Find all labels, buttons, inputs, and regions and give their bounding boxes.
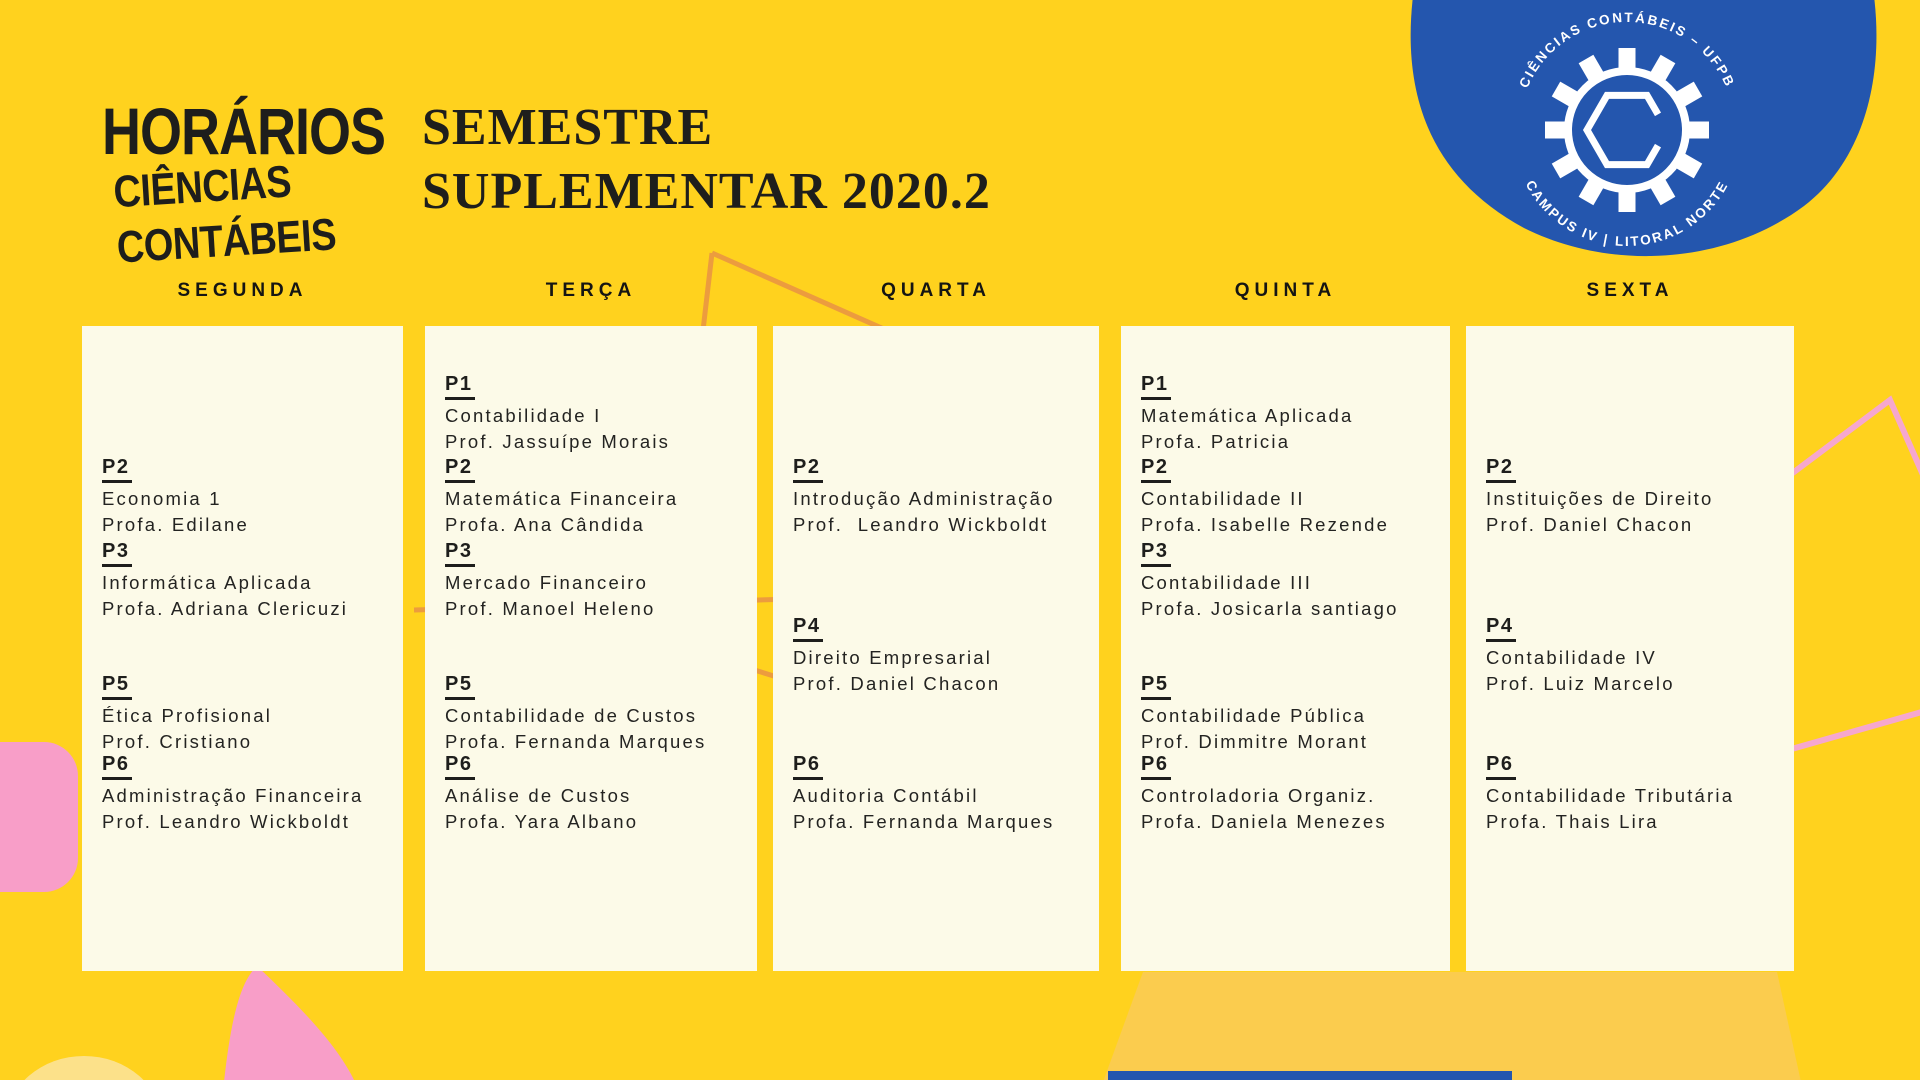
course-name: Contabilidade III: [1141, 572, 1313, 593]
teacher-name: Prof. Jassuípe Morais: [445, 431, 671, 452]
course-name: Economia 1: [102, 488, 222, 509]
schedule-entry-p1: [445, 373, 753, 455]
period-label: P2: [1486, 456, 1516, 483]
period-label: P6: [1141, 753, 1171, 780]
page-title: HORÁRIOS: [102, 95, 386, 169]
period-label: P2: [793, 456, 823, 483]
schedule-entry-p2: [793, 456, 1095, 538]
schedule-entry-p6: [102, 753, 399, 835]
period-label: P6: [793, 753, 823, 780]
period-label: P1: [1141, 373, 1171, 400]
period-label: P6: [1486, 753, 1516, 780]
course-name: Contabilidade de Custos: [445, 705, 698, 726]
schedule-entry-p6: [793, 753, 1095, 835]
teacher-name: Prof. Manoel Heleno: [445, 598, 656, 619]
teacher-name: Profa. Josicarla santiago: [1141, 598, 1399, 619]
course-title-line1: CIÊNCIAS: [112, 157, 293, 218]
period-label: P1: [445, 373, 475, 400]
teacher-name: Profa. Thais Lira: [1486, 811, 1659, 832]
teacher-name: Profa. Ana Cândida: [445, 514, 646, 535]
schedule-card: [82, 326, 403, 971]
teacher-name: Prof. Daniel Chacon: [793, 673, 1001, 694]
course-name: Contabilidade Pública: [1141, 705, 1367, 726]
period-label: P2: [1141, 456, 1171, 483]
schedule-card: [425, 326, 757, 971]
teacher-name: Prof. Dimmitre Morant: [1141, 731, 1369, 752]
teacher-name: Profa. Adriana Clericuzi: [102, 598, 349, 619]
period-label: P2: [102, 456, 132, 483]
schedule-entry-p4: [1486, 615, 1790, 697]
day-column-quinta: [1121, 280, 1450, 980]
day-column-sexta: [1466, 280, 1794, 980]
course-name: Análise de Custos: [445, 785, 632, 806]
period-label: P5: [102, 673, 132, 700]
course-name: Contabilidade II: [1141, 488, 1305, 509]
schedule-entry-p6: [1486, 753, 1790, 835]
course-title-line2: CONTÁBEIS: [115, 210, 338, 274]
teacher-name: Prof. Daniel Chacon: [1486, 514, 1694, 535]
period-label: P6: [445, 753, 475, 780]
course-name: Mercado Financeiro: [445, 572, 649, 593]
teacher-name: Profa. Yara Albano: [445, 811, 639, 832]
period-label: P4: [1486, 615, 1516, 642]
schedule-entry-p2: [1486, 456, 1790, 538]
course-name: Informática Aplicada: [102, 572, 313, 593]
schedule-card: [1466, 326, 1794, 971]
schedule-entry-p3: [102, 540, 399, 622]
teacher-name: Prof. Leandro Wickboldt: [793, 514, 1049, 535]
schedule-entry-p5: [1141, 673, 1446, 755]
schedule-entry-p2: [445, 456, 753, 538]
semester-subtitle-line1: SEMESTRE: [422, 99, 714, 156]
period-label: P6: [102, 753, 132, 780]
course-name: Direito Empresarial: [793, 647, 993, 668]
header-area: [0, 0, 1920, 330]
schedule-entry-p1: [1141, 373, 1446, 455]
course-name: Contabilidade Tributária: [1486, 785, 1735, 806]
teacher-name: Profa. Patricia: [1141, 431, 1291, 452]
day-header: QUARTA: [881, 280, 991, 301]
schedule-entry-p6: [445, 753, 753, 835]
teacher-name: Profa. Daniela Menezes: [1141, 811, 1387, 832]
day-column-quarta: [773, 280, 1099, 980]
schedule-entry-p3: [1141, 540, 1446, 622]
course-name: Contabilidade I: [445, 405, 602, 426]
teacher-name: Prof. Leandro Wickboldt: [102, 811, 351, 832]
schedule-entry-p5: [102, 673, 399, 755]
teacher-name: Profa. Fernanda Marques: [793, 811, 1055, 832]
schedule-entry-p2: [1141, 456, 1446, 538]
day-header: TERÇA: [545, 280, 637, 301]
day-header: SEGUNDA: [177, 280, 308, 301]
course-name: Controladoria Organiz.: [1141, 785, 1376, 806]
teacher-name: Prof. Cristiano: [102, 731, 253, 752]
period-label: P3: [1141, 540, 1171, 567]
day-column-terça: [425, 280, 757, 980]
period-label: P5: [445, 673, 475, 700]
schedule-entry-p2: [102, 456, 399, 538]
teacher-name: Prof. Luiz Marcelo: [1486, 673, 1675, 694]
course-name: Matemática Aplicada: [1141, 405, 1354, 426]
course-name: Introdução Administração: [793, 488, 1055, 509]
period-label: P4: [793, 615, 823, 642]
course-name: Instituições de Direito: [1486, 488, 1714, 509]
schedule-entry-p4: [793, 615, 1095, 697]
period-label: P2: [445, 456, 475, 483]
semester-subtitle-line2: SUPLEMENTAR 2020.2: [422, 163, 991, 220]
day-column-segunda: [82, 280, 403, 980]
period-label: P3: [445, 540, 475, 567]
logo-arc-top-text: CIÊNCIAS CONTÁBEIS – UFPB: [1516, 9, 1738, 91]
period-label: P5: [1141, 673, 1171, 700]
course-name: Ética Profisional: [102, 705, 273, 726]
course-name: Auditoria Contábil: [793, 785, 979, 806]
semester-subtitle: [422, 96, 991, 224]
period-label: P3: [102, 540, 132, 567]
schedule-card: [773, 326, 1099, 971]
schedule-entry-p3: [445, 540, 753, 622]
teacher-name: Profa. Edilane: [102, 514, 250, 535]
teacher-name: Profa. Isabelle Rezende: [1141, 514, 1390, 535]
schedule-entry-p5: [445, 673, 753, 755]
course-title: [112, 153, 338, 277]
course-name: Contabilidade IV: [1486, 647, 1657, 668]
course-name: Administração Financeira: [102, 785, 364, 806]
logo-arc-bottom-text: CAMPUS IV | LITORAL NORTE: [1522, 177, 1732, 250]
schedule-card: [1121, 326, 1450, 971]
teacher-name: Profa. Fernanda Marques: [445, 731, 707, 752]
course-name: Matemática Financeira: [445, 488, 679, 509]
schedule-entry-p6: [1141, 753, 1446, 835]
day-header: SEXTA: [1586, 280, 1674, 301]
day-header: QUINTA: [1234, 280, 1337, 301]
